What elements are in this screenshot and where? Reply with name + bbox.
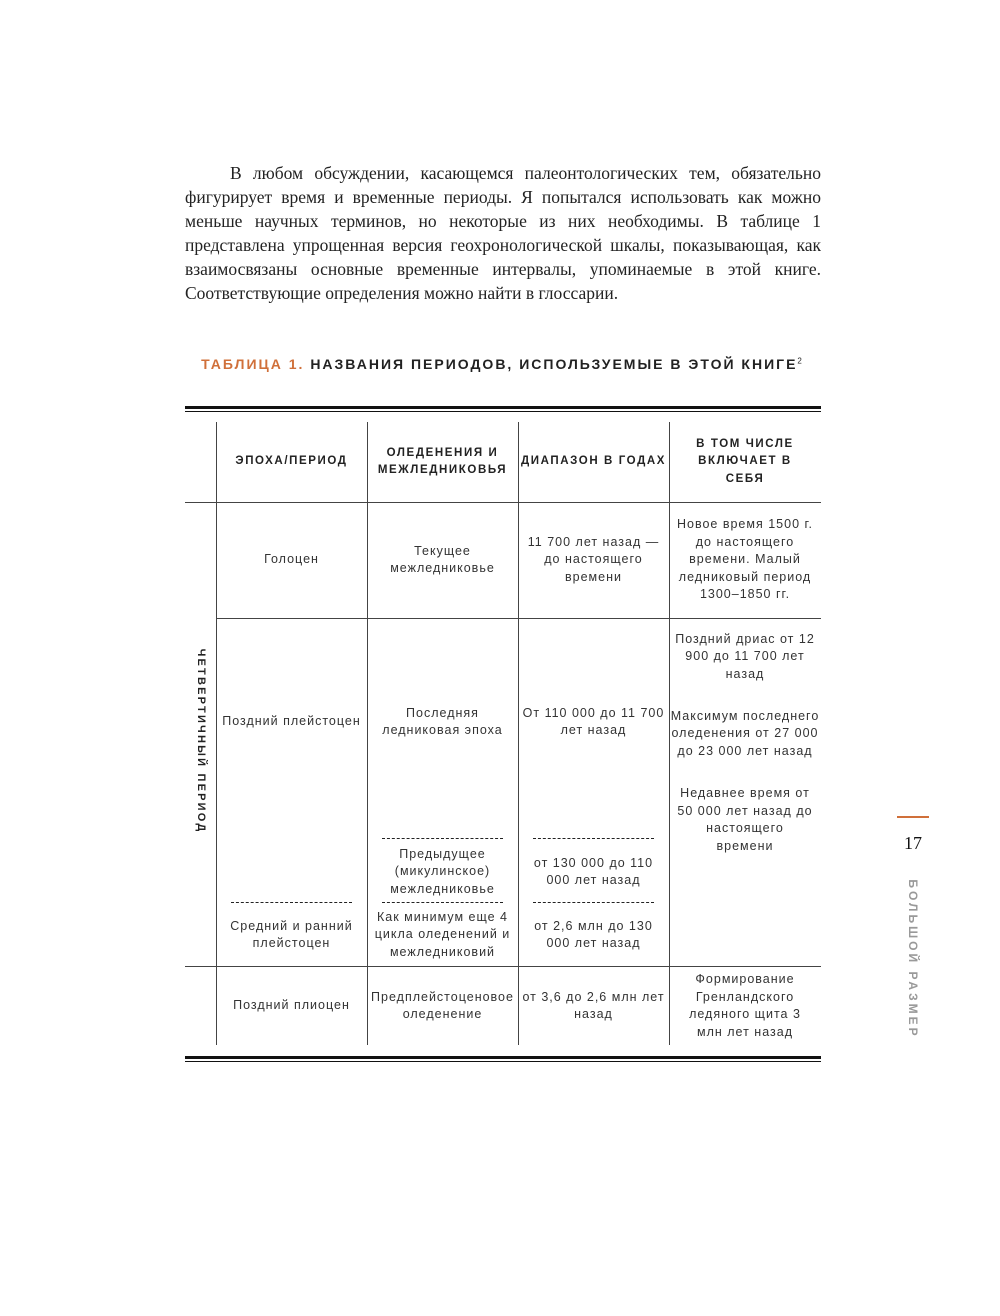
cell-includes: Недавнее время от 50 000 лет назад до настоящего времени — [677, 786, 813, 853]
cell-epoch: Поздний плейстоцен — [222, 714, 361, 729]
running-title: БОЛЬШОЙ РАЗМЕР — [906, 879, 920, 1039]
cell-epoch: Средний и ранний плейстоцен — [230, 918, 353, 950]
row-divider — [216, 618, 821, 619]
cell-range: от 130 000 до 110 000 лет назад — [533, 855, 654, 887]
cell-range: от 2,6 млн до 130 000 лет назад — [534, 918, 653, 950]
dashed-divider — [382, 902, 503, 903]
group-label: ЧЕТВЕРТИЧНЫЙ ПЕРИОД — [195, 648, 207, 834]
cell-epoch: Поздний плиоцен — [233, 998, 350, 1013]
cell-includes: Новое время 1500 г. до настоящего времени. Малый ледниковый период 1300–1850 гг. — [676, 517, 814, 602]
cell-glacial: Предыдущее (микулинское) межледниковье — [390, 846, 495, 896]
dashed-divider — [533, 838, 654, 839]
intro-paragraph: В любом обсуждении, касающемся палеонтологических тем, обязательно фигурирует время и временные периоды. Я попытался использовать как можно меньше научных терминов, но некоторые из них необходимы. В таблице 1 представлена упрощенная версия геохронологической шкалы, показывающая, как взаимосвязаны основные временные интервалы, упоминаемые в этой книге. Соответствующие определения можно найти в глоссарии. — [185, 162, 821, 303]
cell-includes: Максимум последнего оледенения от 27 000 до 23 000 лет назад — [670, 708, 820, 758]
page-number: 17 — [904, 833, 922, 853]
caption-label: ТАБЛИЦА 1. — [201, 356, 305, 372]
top-rule-thin — [185, 411, 821, 413]
col-divider — [367, 422, 368, 1045]
dashed-divider — [533, 902, 654, 903]
footnote-ref: 2 — [797, 356, 804, 366]
cell-includes: Формирование Гренландского ледяного щита 3 млн лет назад — [689, 972, 801, 1039]
table-caption — [0, 356, 1000, 372]
header-includes: В ТОМ ЧИСЛЕ ВКЛЮЧАЕТ В СЕБЯ — [696, 437, 794, 485]
cell-includes: Поздний дриас от 12 900 до 11 700 лет назад — [675, 631, 815, 681]
dashed-divider — [231, 902, 352, 903]
top-rule — [185, 406, 821, 409]
caption-title: НАЗВАНИЯ ПЕРИОДОВ, ИСПОЛЬЗУЕМЫЕ В ЭТОЙ КНИГЕ — [310, 356, 798, 372]
header-glacial: ОЛЕДЕНЕНИЯ И МЕЖЛЕДНИКОВЬЯ — [377, 446, 508, 476]
cell-range: От 110 000 до 11 700 лет назад — [522, 705, 665, 737]
cell-glacial: Текущее межледниковье — [390, 543, 495, 575]
cell-glacial: Как минимум еще 4 цикла оледенений и межледниковий — [374, 909, 511, 959]
header-range: ДИАПАЗОН В ГОДАХ — [520, 455, 667, 468]
cell-range: от 3,6 до 2,6 млн лет назад — [522, 989, 665, 1021]
page-accent-line — [897, 816, 929, 818]
header-epoch: ЭПОХА/ПЕРИОД — [235, 455, 348, 468]
cell-range: 11 700 лет назад — до настоящего времени — [527, 534, 660, 584]
bottom-rule — [185, 1056, 821, 1059]
col-divider — [518, 422, 519, 1045]
cell-glacial: Предплейстоценовое оледенение — [371, 989, 514, 1021]
bottom-rule-thin — [185, 1061, 821, 1063]
dashed-divider — [382, 838, 503, 839]
cell-epoch: Голоцен — [264, 552, 319, 567]
cell-glacial: Последняя ледниковая эпоха — [382, 705, 503, 737]
